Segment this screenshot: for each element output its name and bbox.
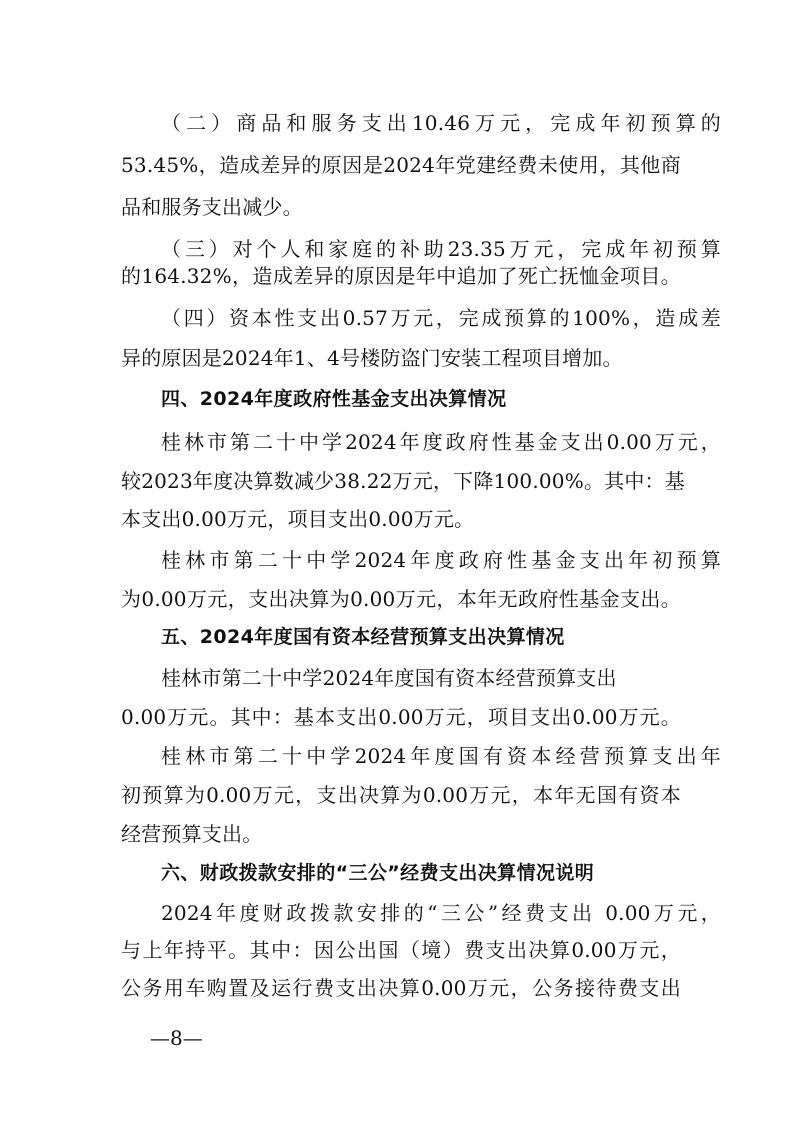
section-heading-4: 四、2024年度政府性基金支出决算情况: [161, 388, 507, 410]
three-public-expenses-line-3: 公务用车购置及运行费支出决算0.00万元，公务接待费支出: [121, 976, 681, 1000]
paragraph-3-line-1: （三）对个人和家庭的补助23.35万元，完成年初预算: [161, 237, 721, 261]
paragraph-2-line-2: 53.45%，造成差异的原因是2024年党建经费未使用，其他商: [121, 153, 681, 177]
state-capital-paragraph-1-line-2: 0.00万元。其中：基本支出0.00万元，项目支出0.00万元。: [121, 705, 681, 729]
three-public-expenses-line-2: 与上年持平。其中：因公出国（境）费支出决算0.00万元，: [121, 938, 681, 962]
government-fund-paragraph-1-line-1: 桂林市第二十中学2024年度政府性基金支出0.00万元，: [161, 430, 721, 454]
paragraph-4-line-2: 异的原因是2024年1、4号楼防盗门安装工程项目增加。: [121, 346, 623, 370]
government-fund-paragraph-2-line-1: 桂林市第二十中学2024年度政府性基金支出年初预算: [161, 548, 721, 572]
page-number: —8—: [150, 1026, 203, 1050]
state-capital-paragraph-2-line-2: 初预算为0.00万元，支出决算为0.00万元，本年无国有资本: [121, 783, 681, 807]
paragraph-2-line-3: 品和服务支出减少。: [121, 195, 303, 219]
state-capital-paragraph-1-line-1: 桂林市第二十中学2024年度国有资本经营预算支出: [161, 666, 617, 690]
state-capital-paragraph-2-line-1: 桂林市第二十中学2024年度国有资本经营预算支出年: [161, 744, 721, 768]
paragraph-3-line-2: 的164.32%，造成差异的原因是年中追加了死亡抚恤金项目。: [121, 264, 681, 288]
state-capital-paragraph-2-line-3: 经营预算支出。: [121, 822, 263, 846]
government-fund-paragraph-2-line-2: 为0.00万元，支出决算为0.00万元，本年无政府性基金支出。: [121, 587, 681, 611]
paragraph-4-line-1: （四）资本性支出0.57万元，完成预算的100%，造成差: [161, 306, 721, 330]
paragraph-2-line-1: （二）商品和服务支出10.46万元，完成年初预算的: [161, 111, 721, 135]
section-heading-5: 五、2024年度国有资本经营预算支出决算情况: [161, 626, 565, 648]
section-heading-6: 六、财政拨款安排的“三公”经费支出决算情况说明: [161, 862, 595, 884]
three-public-expenses-line-1: 2024年度财政拨款安排的“三公”经费支出 0.00万元，: [161, 901, 721, 925]
government-fund-paragraph-1-line-2: 较2023年度决算数减少38.22万元，下降100.00%。其中：基: [121, 469, 685, 493]
government-fund-paragraph-1-line-3: 本支出0.00万元，项目支出0.00万元。: [121, 507, 475, 531]
